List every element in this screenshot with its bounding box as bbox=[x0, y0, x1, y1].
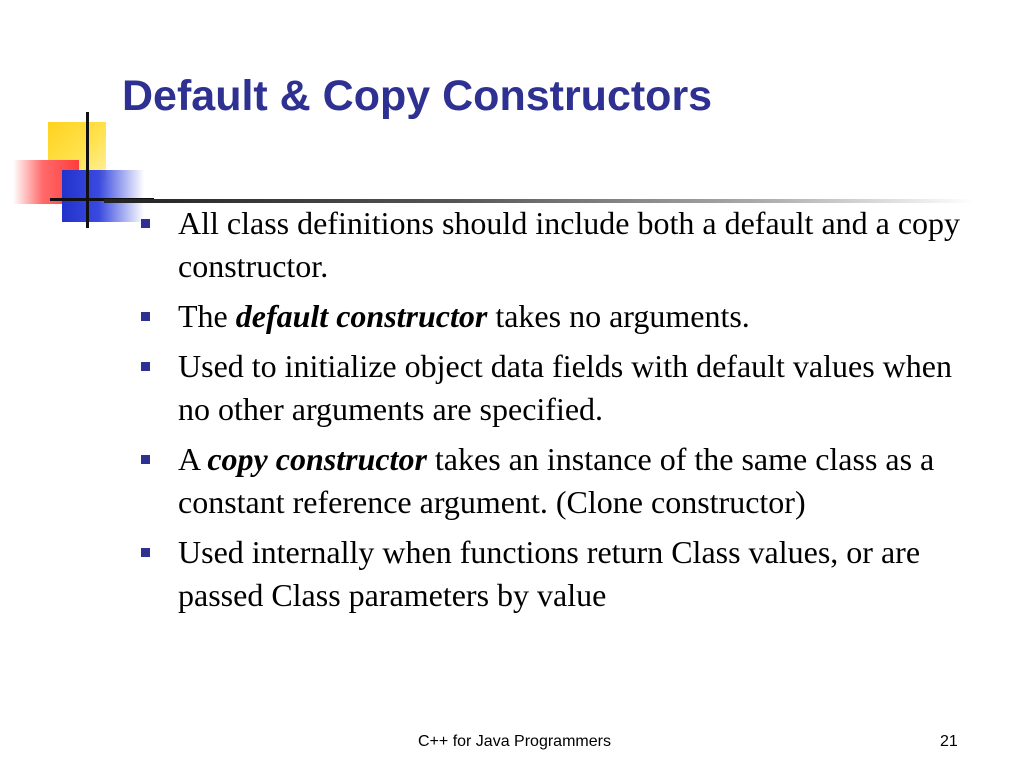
bullet-item bbox=[138, 295, 988, 338]
bullet-text-after: takes an instance of the same class as a constant reference argument. (Clone constructor) bbox=[178, 441, 935, 520]
square-bullet-icon bbox=[141, 312, 150, 321]
vertical-line-decoration bbox=[86, 112, 89, 228]
bullet-item bbox=[138, 202, 988, 288]
square-bullet-icon bbox=[141, 219, 150, 228]
bullet-item bbox=[138, 345, 988, 431]
bullet-list bbox=[138, 202, 988, 624]
bullet-emphasis: copy constructor bbox=[207, 441, 427, 477]
bullet-emphasis: default constructor bbox=[235, 298, 488, 334]
bullet-text-before: A bbox=[178, 441, 208, 477]
square-bullet-icon bbox=[141, 548, 150, 557]
bullet-text-before: The bbox=[178, 298, 236, 334]
page-number: 21 bbox=[940, 733, 958, 750]
bullet-text: Used to initialize object data fields with default values when no other arguments are specified. bbox=[178, 348, 952, 427]
slide-title: Default & Copy Constructors bbox=[122, 72, 713, 120]
bullet-text-after: takes no arguments. bbox=[487, 298, 750, 334]
square-bullet-icon bbox=[141, 362, 150, 371]
bullet-item bbox=[138, 438, 988, 524]
bullet-item bbox=[138, 531, 988, 617]
bullet-text: All class definitions should include both a default and a copy constructor. bbox=[178, 205, 961, 284]
blue-square-decoration bbox=[62, 170, 144, 222]
square-bullet-icon bbox=[141, 455, 150, 464]
bullet-text: Used internally when functions return Class values, or are passed Class parameters by value bbox=[178, 534, 921, 613]
footer-title: C++ for Java Programmers bbox=[418, 733, 611, 750]
